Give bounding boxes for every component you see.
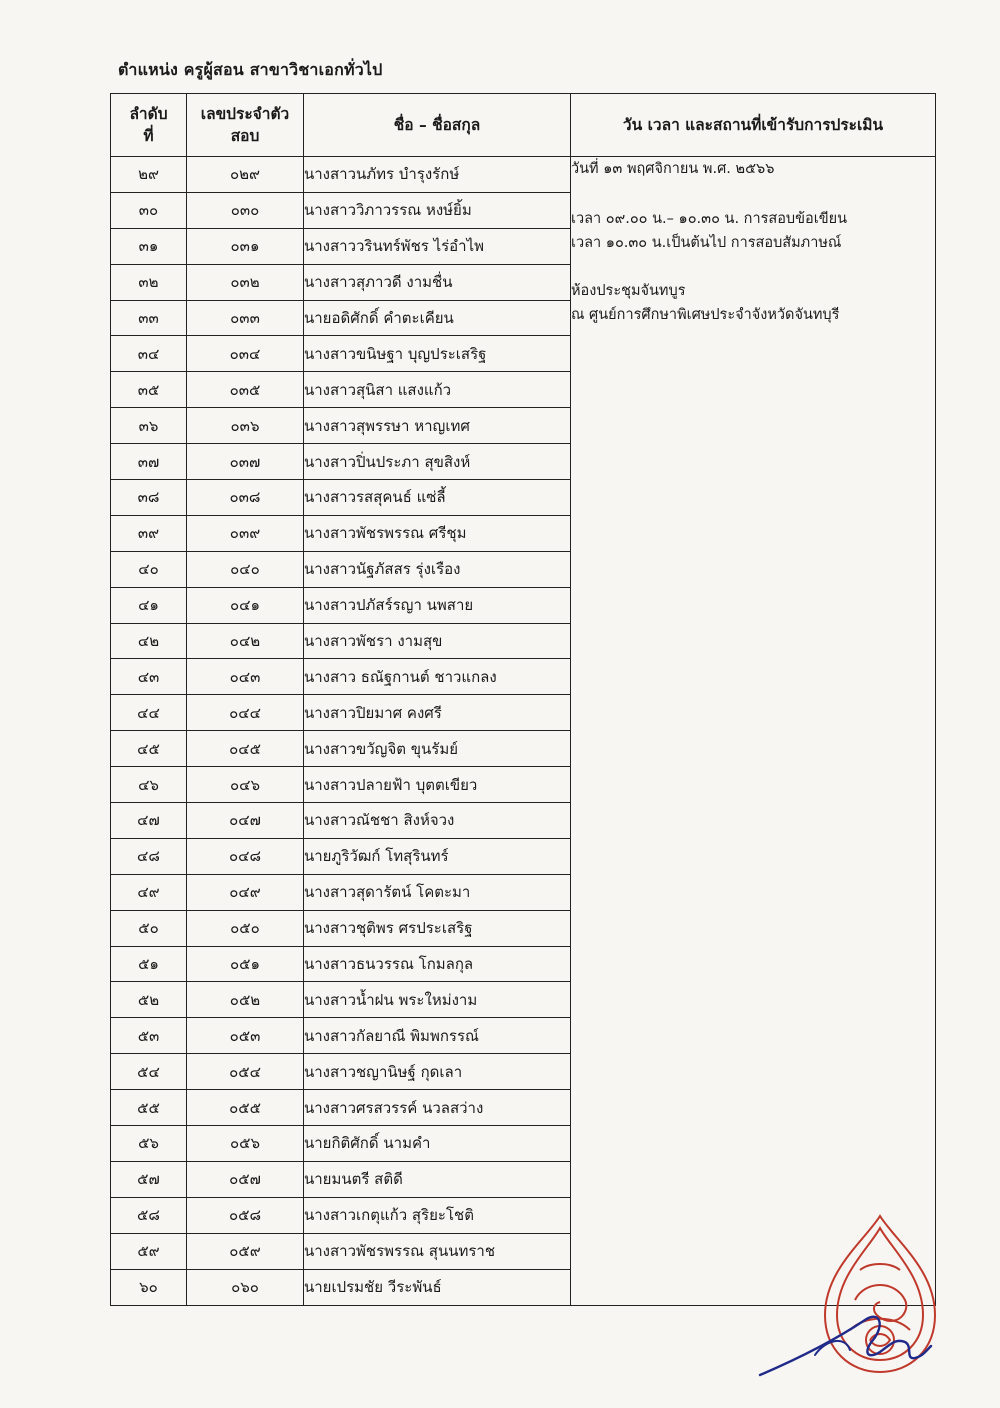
row-order: ๓๒ xyxy=(111,264,187,300)
row-exam-id: ๐๔๕ xyxy=(187,731,304,767)
col-header-exam-id-line1: เลขประจำตัว xyxy=(200,105,290,123)
row-exam-id: ๐๔๙ xyxy=(187,874,304,910)
row-order: ๓๑ xyxy=(111,228,187,264)
row-order: ๓๔ xyxy=(111,336,187,372)
schedule-interview: เวลา ๑๐.๓๐ น.เป็นต้นไป การสอบสัมภาษณ์ xyxy=(571,235,842,251)
row-exam-id: ๐๕๓ xyxy=(187,1018,304,1054)
row-exam-id: ๐๓๔ xyxy=(187,336,304,372)
row-name: นางสาว ธณัฐกานต์ ชาวแกลง xyxy=(304,659,571,695)
row-order: ๕๑ xyxy=(111,946,187,982)
row-exam-id: ๐๔๐ xyxy=(187,551,304,587)
row-order: ๔๑ xyxy=(111,587,187,623)
table-row xyxy=(111,157,936,193)
row-name: นางสาวน้ำฝน พระใหม่งาม xyxy=(304,982,571,1018)
row-exam-id: ๐๕๖ xyxy=(187,1126,304,1162)
row-order: ๔๒ xyxy=(111,623,187,659)
row-name: นายมนตรี สติดี xyxy=(304,1161,571,1197)
row-exam-id: ๐๕๔ xyxy=(187,1054,304,1090)
row-name: นายกิติศักดิ์ นามคำ xyxy=(304,1126,571,1162)
row-name: นางสาวพัชรพรรณ สุนนทราช xyxy=(304,1233,571,1269)
col-header-order-line1: ลำดับ xyxy=(129,105,168,123)
row-name: นางสาวพัชรพรรณ ศรีชุม xyxy=(304,515,571,551)
row-order: ๓๐ xyxy=(111,192,187,228)
col-header-exam-id xyxy=(187,94,304,157)
row-exam-id: ๐๕๑ xyxy=(187,946,304,982)
row-exam-id: ๐๕๒ xyxy=(187,982,304,1018)
row-name: นายอดิศักดิ์ คำตะเคียน xyxy=(304,300,571,336)
row-order: ๔๖ xyxy=(111,767,187,803)
row-exam-id: ๐๓๕ xyxy=(187,372,304,408)
row-order: ๕๘ xyxy=(111,1197,187,1233)
schedule-date: วันที่ ๑๓ พฤศจิกายน พ.ศ. ๒๕๖๖ xyxy=(571,161,775,177)
row-exam-id: ๐๔๓ xyxy=(187,659,304,695)
row-exam-id: ๐๕๐ xyxy=(187,910,304,946)
row-name: นางสาวสุพรรษา หาญเทศ xyxy=(304,408,571,444)
schedule-cell xyxy=(571,157,936,1306)
row-name: นายเปรมชัย วีระพันธ์ xyxy=(304,1269,571,1305)
row-name: นางสาวธนวรรณ โกมลกุล xyxy=(304,946,571,982)
row-name: นางสาววิภาวรรณ หงษ์ยิ้ม xyxy=(304,192,571,228)
row-name: นางสาวกัลยาณี พิมพกรรณ์ xyxy=(304,1018,571,1054)
row-name: นางสาวสุดารัตน์ โคตะมา xyxy=(304,874,571,910)
row-exam-id: ๐๕๗ xyxy=(187,1161,304,1197)
row-name: นางสาวนัฐภัสสร รุ่งเรือง xyxy=(304,551,571,587)
col-header-exam-id-line2: สอบ xyxy=(230,127,260,145)
row-order: ๔๔ xyxy=(111,695,187,731)
row-name: นางสาววรินทร์พัชร ไร่อำไพ xyxy=(304,228,571,264)
table-header-row xyxy=(111,94,936,157)
row-order: ๓๓ xyxy=(111,300,187,336)
row-order: ๕๒ xyxy=(111,982,187,1018)
row-order: ๔๓ xyxy=(111,659,187,695)
row-exam-id: ๐๓๑ xyxy=(187,228,304,264)
row-name: นางสาวขนิษฐา บุญประเสริฐ xyxy=(304,336,571,372)
row-exam-id: ๐๔๑ xyxy=(187,587,304,623)
row-name: นางสาวเกตุแก้ว สุริยะโชติ xyxy=(304,1197,571,1233)
schedule-venue: ณ ศูนย์การศึกษาพิเศษประจำจังหวัดจันทบุรี xyxy=(571,307,840,323)
row-order: ๔๗ xyxy=(111,803,187,839)
row-exam-id: ๐๕๕ xyxy=(187,1090,304,1126)
schedule-room: ห้องประชุมจันทบูร xyxy=(571,283,686,299)
col-header-name: ชื่อ – ชื่อสกุล xyxy=(304,94,571,157)
row-name: นางสาวรสสุคนธ์ แซ่ลี้ xyxy=(304,480,571,516)
row-name: นางสาวชุติพร ศรประเสริฐ xyxy=(304,910,571,946)
row-exam-id: ๐๓๐ xyxy=(187,192,304,228)
row-name: นางสาวปิยมาศ คงศรี xyxy=(304,695,571,731)
col-header-schedule: วัน เวลา และสถานที่เข้ารับการประเมิน xyxy=(571,94,936,157)
candidate-table xyxy=(110,93,936,1306)
row-order: ๕๔ xyxy=(111,1054,187,1090)
col-header-order xyxy=(111,94,187,157)
row-exam-id: ๐๓๓ xyxy=(187,300,304,336)
row-order: ๓๖ xyxy=(111,408,187,444)
row-exam-id: ๐๓๖ xyxy=(187,408,304,444)
row-order: ๖๐ xyxy=(111,1269,187,1305)
schedule-written-exam: เวลา ๐๙.๐๐ น.– ๑๐.๓๐ น. การสอบข้อเขียน xyxy=(571,211,848,227)
col-header-order-line2: ที่ xyxy=(143,127,154,145)
row-exam-id: ๐๕๙ xyxy=(187,1233,304,1269)
signature-icon xyxy=(755,1280,935,1390)
row-exam-id: ๐๔๘ xyxy=(187,838,304,874)
row-name: นางสาวปิ่นประภา สุขสิงห์ xyxy=(304,444,571,480)
row-exam-id: ๐๔๒ xyxy=(187,623,304,659)
row-exam-id: ๐๔๔ xyxy=(187,695,304,731)
row-name: นางสาวสุภาวดี งามชื่น xyxy=(304,264,571,300)
row-order: ๕๖ xyxy=(111,1126,187,1162)
row-order: ๓๗ xyxy=(111,444,187,480)
table-body xyxy=(111,157,936,1306)
row-exam-id: ๐๓๙ xyxy=(187,515,304,551)
row-exam-id: ๐๓๗ xyxy=(187,444,304,480)
row-exam-id: ๐๖๐ xyxy=(187,1269,304,1305)
row-order: ๕๐ xyxy=(111,910,187,946)
row-exam-id: ๐๓๘ xyxy=(187,480,304,516)
row-order: ๔๕ xyxy=(111,731,187,767)
row-name: นางสาวปลายฟ้า บุตตเขียว xyxy=(304,767,571,803)
row-name: นางสาวณัชชา สิงห์จวง xyxy=(304,803,571,839)
row-name: นางสาวนภัทร บำรุงรักษ์ xyxy=(304,157,571,193)
row-order: ๓๙ xyxy=(111,515,187,551)
row-exam-id: ๐๒๙ xyxy=(187,157,304,193)
row-name: นางสาวขวัญจิต ขุนรัมย์ xyxy=(304,731,571,767)
row-order: ๔๘ xyxy=(111,838,187,874)
row-name: นางสาวพัชรา งามสุข xyxy=(304,623,571,659)
row-name: นายภูริวัฒก์ โทสุรินทร์ xyxy=(304,838,571,874)
page-title: ตำแหน่ง ครูผู้สอน สาขาวิชาเอกทั่วไป xyxy=(118,60,383,79)
row-order: ๔๙ xyxy=(111,874,187,910)
row-name: นางสาวสุนิสา แสงแก้ว xyxy=(304,372,571,408)
row-order: ๕๓ xyxy=(111,1018,187,1054)
row-order: ๔๐ xyxy=(111,551,187,587)
row-name: นางสาวปภัสร์รญา นพสาย xyxy=(304,587,571,623)
row-name: นางสาวชญานิษฐ์ กุดเลา xyxy=(304,1054,571,1090)
row-order: ๕๗ xyxy=(111,1161,187,1197)
row-order: ๒๙ xyxy=(111,157,187,193)
row-exam-id: ๐๔๗ xyxy=(187,803,304,839)
row-order: ๕๙ xyxy=(111,1233,187,1269)
row-exam-id: ๐๓๒ xyxy=(187,264,304,300)
row-exam-id: ๐๕๘ xyxy=(187,1197,304,1233)
row-name: นางสาวศรสวรรค์ นวลสว่าง xyxy=(304,1090,571,1126)
row-order: ๓๕ xyxy=(111,372,187,408)
row-exam-id: ๐๔๖ xyxy=(187,767,304,803)
row-order: ๕๕ xyxy=(111,1090,187,1126)
row-order: ๓๘ xyxy=(111,480,187,516)
